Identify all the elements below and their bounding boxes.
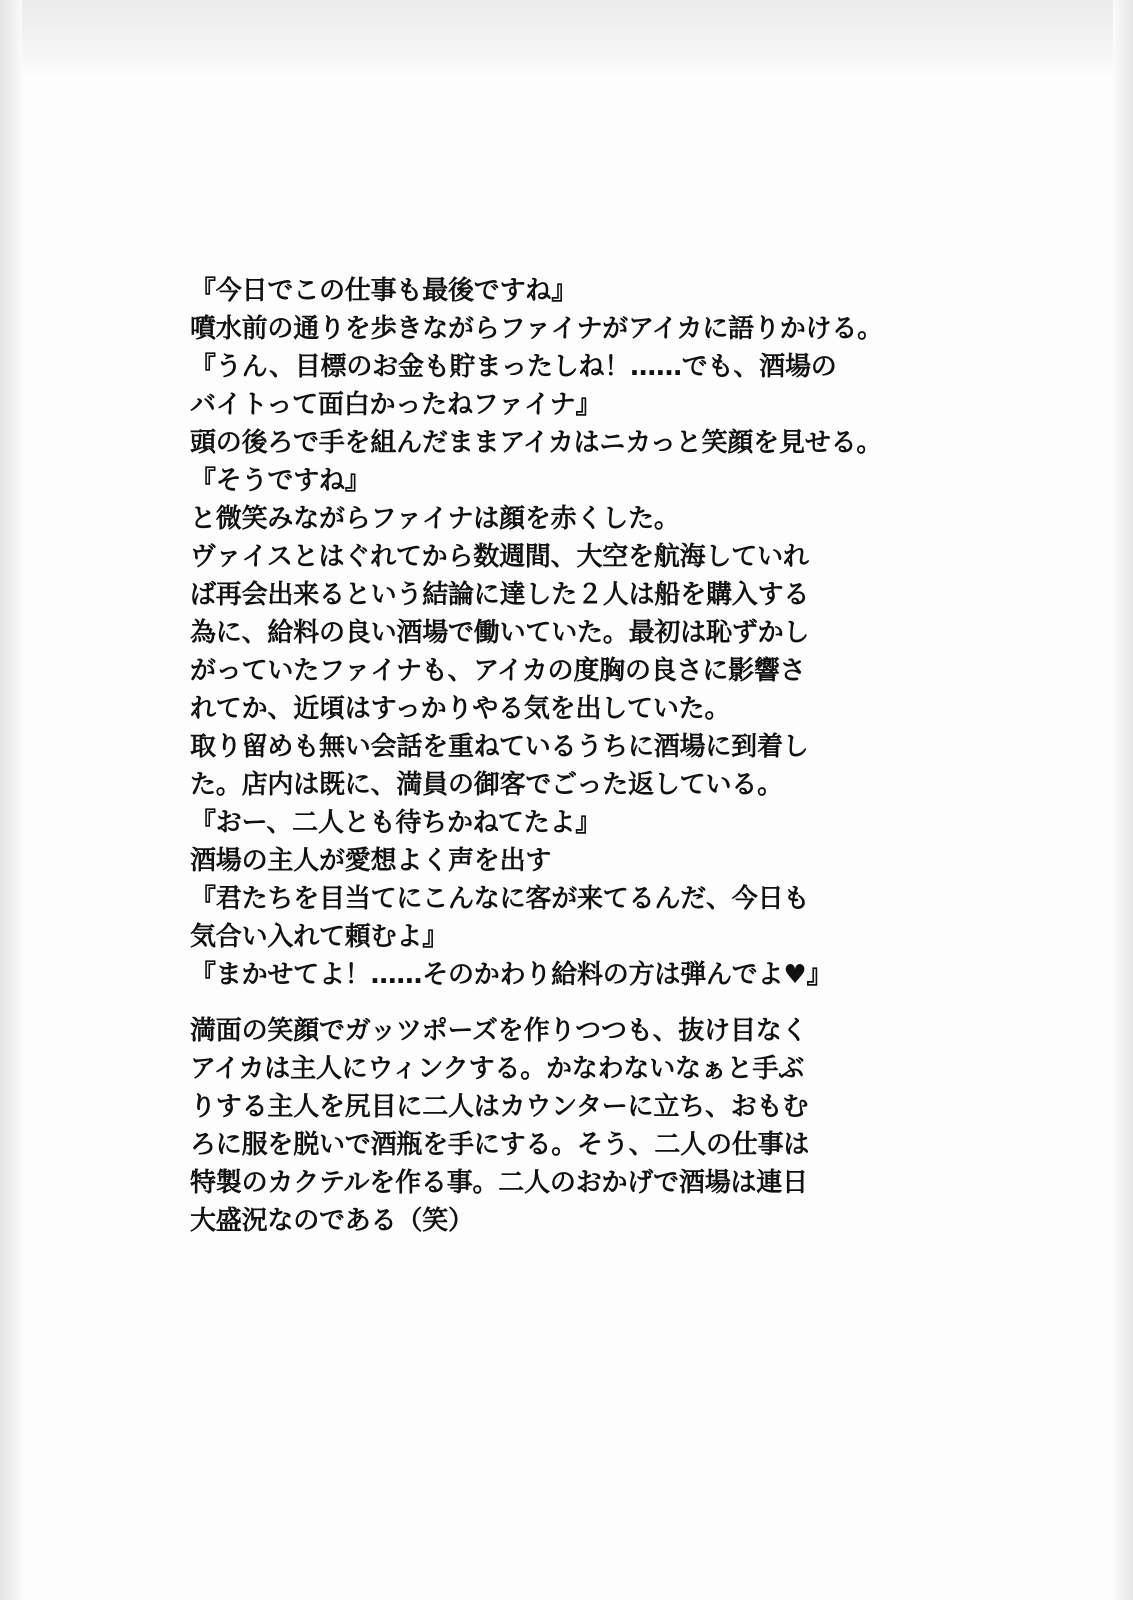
story-text (190, 272, 910, 1240)
scan-right-edge (1113, 0, 1133, 1600)
text-line: 為に、給料の良い酒場で働いていた。最初は恥ずかし (190, 618, 810, 648)
text-line: 頭の後ろで手を組んだままアイカはニカっと笑顔を見せる。 (190, 428, 883, 458)
text-line: ヴァイスとはぐれてから数週間、大空を航海していれ (190, 542, 809, 572)
text-line: ろに服を脱いで酒瓶を手にする。そう、二人の仕事は (190, 1130, 810, 1160)
text-line: 『おー、二人とも待ちかねてたよ』 (190, 808, 602, 838)
text-line: と微笑みながらファイナは顔を赤くした。 (190, 504, 680, 534)
text-line: 気合い入れて頼むよ』 (190, 922, 449, 952)
text-line: 特製のカクテルを作る事。二人のおかげで酒場は連日 (190, 1168, 808, 1198)
text-line: アイカは主人にウィンクする。かなわないなぁと手ぶ (190, 1054, 805, 1084)
text-line: がっていたファイナも、アイカの度胸の良さに影響さ (190, 656, 806, 686)
scan-left-edge (0, 0, 22, 1600)
text-line: 『今日でこの仕事も最後ですね』 (190, 276, 578, 306)
text-line: 『まかせてよ！……そのかわり給料の方は弾んでよ♥』 (190, 960, 833, 990)
paragraph-gap (190, 994, 910, 1012)
text-line: 大盛況なのである（笑） (190, 1206, 474, 1236)
text-line: 『うん、目標のお金も貯まったしね！……でも、酒場の (190, 352, 837, 382)
text-line: バイトって面白かったねファイナ』 (190, 390, 602, 420)
text-line: 満面の笑顔でガッツポーズを作りつつも、抜け目なく (190, 1016, 808, 1046)
text-line: ば再会出来るという結論に達した２人は船を購入する (190, 580, 810, 610)
text-line: 噴水前の通りを歩きながらファイナがアイカに語りかける。 (190, 314, 883, 344)
text-line: れてか、近頃はすっかりやる気を出していた。 (190, 694, 731, 724)
text-line: 『君たちを目当てにこんなに客が来てるんだ、今日も (190, 884, 810, 914)
text-line: た。店内は既に、満員の御客でごった返している。 (190, 770, 783, 800)
text-line: 『そうですね』 (190, 466, 371, 496)
scan-top-shadow (0, 0, 1133, 80)
text-line: 酒場の主人が愛想よく声を出す (190, 846, 552, 876)
text-line: 取り留めも無い会話を重ねているうちに酒場に到着し (190, 732, 809, 762)
text-line: りする主人を尻目に二人はカウンターに立ち、おもむ (190, 1092, 809, 1122)
